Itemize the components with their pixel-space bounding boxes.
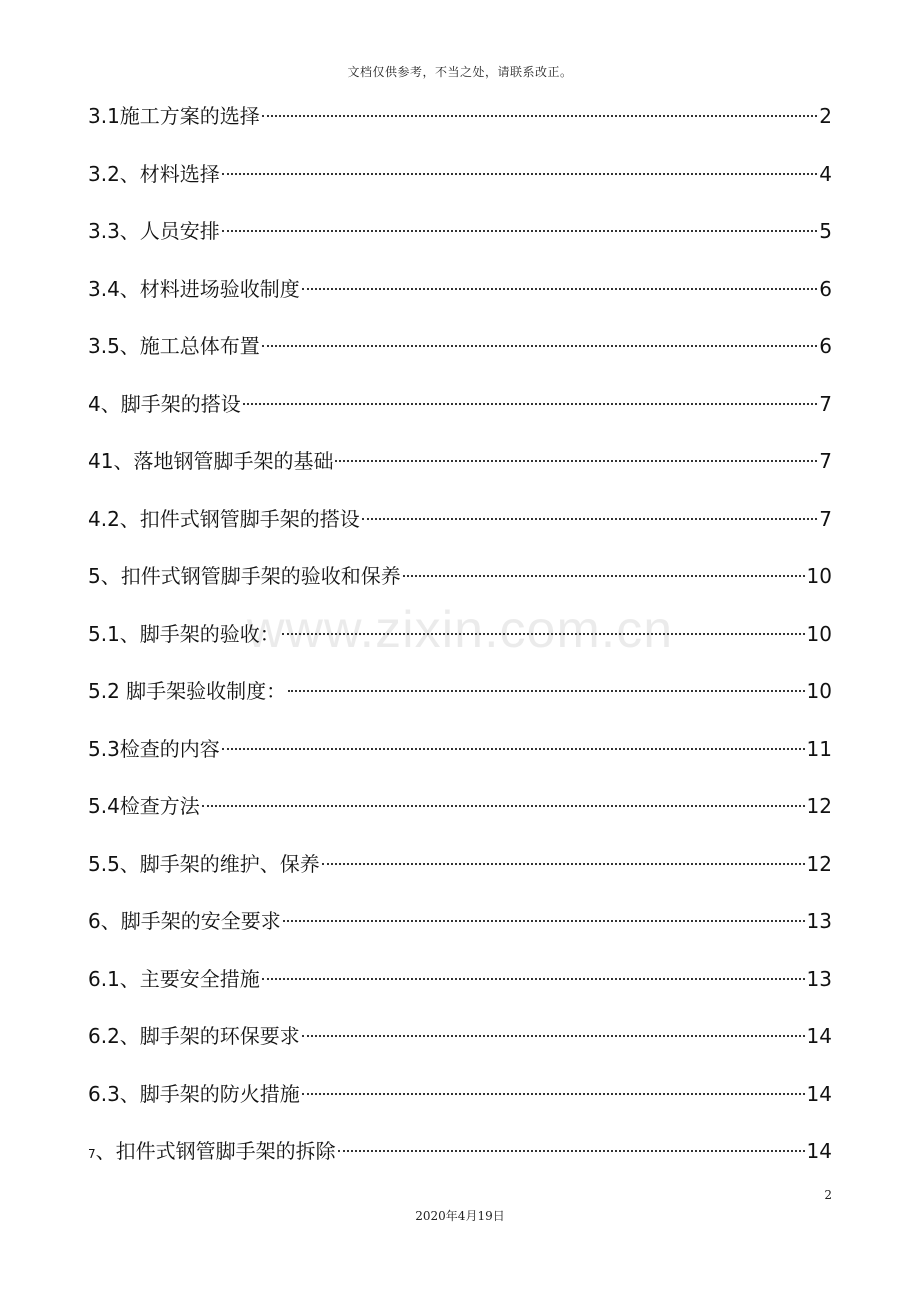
toc-dot-leader [302, 1035, 805, 1037]
toc-dot-leader [403, 575, 805, 577]
toc-entry-title: 5.3检查的内容 [88, 736, 220, 761]
toc-dot-leader [288, 690, 804, 692]
toc-entry-4-1[interactable] [88, 433, 832, 491]
toc-entry-4[interactable] [88, 376, 832, 434]
toc-entry-title: 6.3、脚手架的防火措施 [88, 1081, 300, 1106]
toc-entry-page: 6 [819, 276, 832, 301]
toc-entry-5-3[interactable] [88, 721, 832, 779]
toc-dot-leader [322, 863, 805, 865]
toc-entry-page: 12 [806, 851, 832, 876]
toc-entry-3-4[interactable] [88, 261, 832, 319]
toc-entry-title: 3.4、材料进场验收制度 [88, 276, 300, 301]
table-of-contents [88, 88, 832, 1181]
toc-entry-5-2[interactable] [88, 663, 832, 721]
toc-entry-page: 11 [806, 736, 832, 761]
footer-date: 2020年4月19日 [415, 1209, 505, 1223]
toc-entry-page: 12 [806, 794, 832, 818]
toc-dot-leader [335, 460, 817, 462]
toc-entry-title: 5、扣件式钢管脚手架的验收和保养 [88, 564, 401, 588]
toc-dot-leader [283, 920, 805, 922]
toc-dot-leader [262, 978, 805, 980]
toc-entry-page: 7 [819, 449, 832, 473]
toc-entry-5-5[interactable] [88, 836, 832, 894]
toc-dot-leader [222, 230, 817, 232]
toc-entry-title: 5.2 脚手架验收制度： [88, 679, 287, 703]
toc-entry-page: 5 [819, 219, 832, 243]
toc-entry-title: 3.1施工方案的选择 [88, 104, 260, 128]
toc-entry-title: 41、落地钢管脚手架的基础 [88, 449, 334, 473]
toc-dot-leader [362, 518, 817, 520]
toc-entry-3-3[interactable] [88, 203, 832, 261]
toc-entry-page: 14 [806, 1139, 832, 1163]
toc-entry-page: 10 [806, 679, 832, 703]
toc-entry-title: 5.5、脚手架的维护、保养 [88, 851, 320, 876]
watermark: www.zixin.com.cn [246, 601, 674, 659]
toc-entry-title: 5.4检查方法 [88, 794, 200, 818]
toc-entry-6[interactable] [88, 893, 832, 951]
toc-dot-leader [222, 173, 817, 175]
toc-dot-leader [222, 748, 805, 750]
toc-entry-6-2[interactable] [88, 1008, 832, 1066]
toc-entry-text: 、扣件式钢管脚手架的拆除 [95, 1139, 336, 1163]
toc-entry-title: 4、脚手架的搭设 [88, 391, 241, 416]
toc-entry-title [88, 1123, 336, 1184]
toc-entry-7[interactable] [88, 1123, 832, 1181]
toc-entry-5-1[interactable] [88, 606, 832, 664]
toc-entry-page: 7 [819, 506, 832, 531]
toc-entry-title: 4.2、扣件式钢管脚手架的搭设 [88, 506, 360, 531]
toc-entry-title: 3.5、施工总体布置 [88, 334, 260, 358]
toc-dot-leader [302, 288, 817, 290]
page-number: 2 [824, 1188, 832, 1202]
toc-entry-title: 5.1、脚手架的验收： [88, 621, 280, 646]
toc-entry-6-1[interactable] [88, 951, 832, 1009]
toc-entry-page: 14 [806, 1024, 832, 1048]
toc-entry-page: 13 [806, 966, 832, 991]
toc-entry-page: 10 [806, 564, 832, 588]
toc-entry-title: 6.2、脚手架的环保要求 [88, 1024, 300, 1048]
toc-entry-page: 10 [806, 621, 832, 646]
toc-entry-page: 7 [819, 391, 832, 416]
toc-entry-number: 7 [88, 1147, 96, 1161]
toc-entry-5[interactable] [88, 548, 832, 606]
header-note: 文档仅供参考，不当之处，请联系改正。 [347, 65, 573, 79]
toc-dot-leader [338, 1150, 805, 1152]
toc-dot-leader [202, 805, 805, 807]
toc-entry-3-5[interactable] [88, 318, 832, 376]
toc-entry-5-4[interactable] [88, 778, 832, 836]
toc-entry-page: 14 [806, 1081, 832, 1106]
toc-dot-leader [282, 633, 805, 635]
toc-entry-3-2[interactable] [88, 146, 832, 204]
toc-dot-leader [262, 345, 817, 347]
toc-entry-page: 6 [819, 334, 832, 358]
toc-entry-4-2[interactable] [88, 491, 832, 549]
toc-entry-page: 13 [806, 909, 832, 933]
toc-entry-page: 2 [819, 104, 832, 128]
toc-entry-title: 6.1、主要安全措施 [88, 966, 260, 991]
toc-dot-leader [262, 115, 817, 117]
toc-entry-3-1[interactable] [88, 88, 832, 146]
toc-dot-leader [302, 1093, 805, 1095]
toc-entry-title: 6、脚手架的安全要求 [88, 909, 281, 933]
toc-dot-leader [243, 403, 818, 405]
toc-entry-6-3[interactable] [88, 1066, 832, 1124]
toc-entry-title: 3.3、人员安排 [88, 219, 220, 243]
toc-entry-title: 3.2、材料选择 [88, 161, 220, 186]
toc-entry-page: 4 [819, 161, 832, 186]
